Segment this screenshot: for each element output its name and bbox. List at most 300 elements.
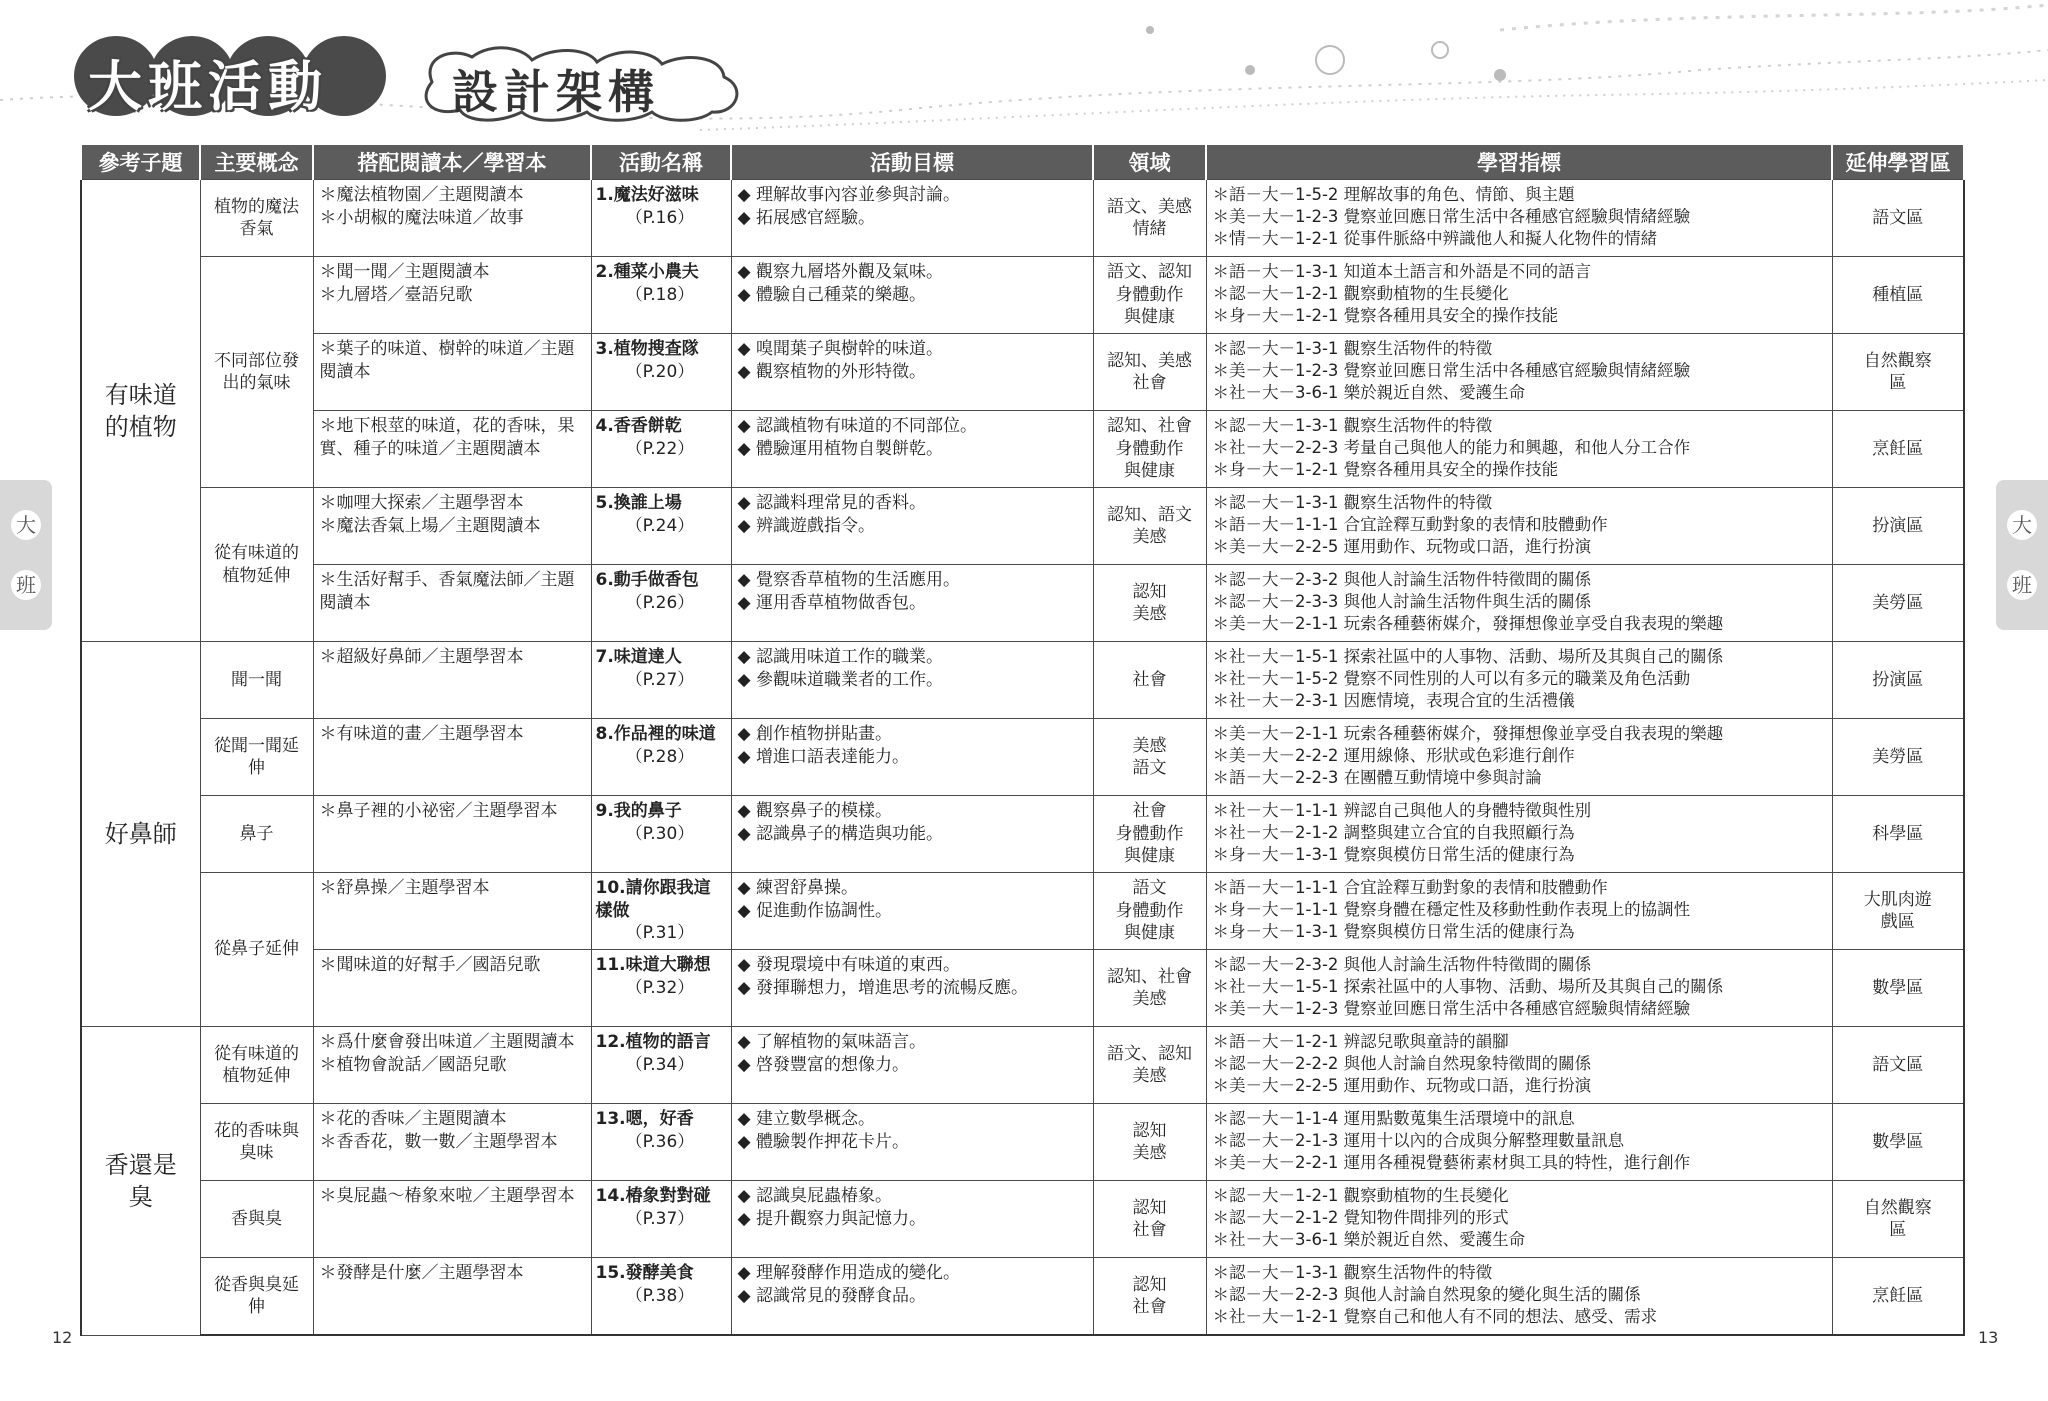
- activity-cell: [591, 334, 731, 411]
- goal-item: ◆ 增進口語表達能力。: [737, 746, 909, 767]
- indicator-item: ＊認－大－2-3-2 與他人討論生活物件特徵間的關係: [1212, 570, 1592, 589]
- table-row: [81, 488, 1964, 565]
- curriculum-table: [80, 143, 1965, 1336]
- activity-cell: [591, 411, 731, 488]
- zone-cell: [1832, 950, 1964, 1027]
- domain-item: 與健康: [1124, 846, 1175, 867]
- goal-item: ◆ 了解植物的氣味語言。: [737, 1032, 926, 1052]
- learning-zone: 扮演區: [1872, 669, 1924, 690]
- activity-page: （P.24）: [625, 515, 695, 536]
- activity-name: 10.請你跟我這樣做: [595, 878, 711, 921]
- domain-item: 美感: [1132, 1143, 1167, 1163]
- book-item: ＊咖哩大探索／主題學習本: [319, 493, 524, 513]
- zone-cell: [1832, 1181, 1964, 1258]
- book-item: ＊地下根莖的味道，花的香味，果實、種子的味道／主題閱讀本: [319, 416, 575, 459]
- domain-item: 認知: [1132, 1120, 1167, 1141]
- side-tab-char: 大: [2007, 510, 2037, 540]
- book-item: ＊有味道的畫／主題學習本: [319, 724, 524, 744]
- goal-item: ◆ 覺察香草植物的生活應用。: [737, 570, 960, 590]
- learning-zone: 烹飪區: [1872, 1285, 1924, 1306]
- concept-cell: [200, 796, 313, 873]
- book-item: ＊爲什麼會發出味道／主題閱讀本: [319, 1032, 575, 1052]
- concept-cell: [200, 1104, 313, 1181]
- table-row: [81, 873, 1964, 950]
- indicators-cell: [1206, 1181, 1832, 1258]
- page-title: 大班活動: [88, 55, 328, 118]
- activity-cell: [591, 796, 731, 873]
- books-cell: [313, 1027, 591, 1104]
- domain-item: 語文: [1132, 758, 1167, 778]
- books-cell: [313, 873, 591, 950]
- concept-label: 植物的魔法香氣: [214, 196, 299, 239]
- learning-zone: 美勞區: [1872, 746, 1924, 767]
- page-subtitle: 設計架構: [452, 65, 660, 119]
- books-cell: [313, 411, 591, 488]
- activity-cell: [591, 1258, 731, 1336]
- goals-cell: [731, 950, 1093, 1027]
- indicators-cell: [1206, 950, 1832, 1027]
- goal-item: ◆ 認識鼻子的構造與功能。: [737, 823, 943, 844]
- goal-item: ◆ 理解故事內容並參與討論。: [737, 185, 960, 205]
- activity-page: （P.27）: [625, 669, 695, 690]
- book-item: ＊舒鼻操／主題學習本: [319, 878, 490, 898]
- goals-cell: [731, 719, 1093, 796]
- activity-cell: [591, 565, 731, 642]
- book-item: ＊花的香味／主題閱讀本: [319, 1109, 507, 1129]
- goal-item: ◆ 提升觀察力與記憶力。: [737, 1208, 926, 1229]
- book-item: ＊聞味道的好幫手／國語兒歌: [319, 955, 541, 975]
- books-cell: [313, 257, 591, 334]
- goals-cell: [731, 334, 1093, 411]
- domain-item: 認知、社會: [1107, 966, 1192, 987]
- page-number-right: 13: [1978, 1328, 1999, 1347]
- activity-cell: [591, 642, 731, 719]
- table-row: [81, 1181, 1964, 1258]
- learning-zone: 數學區: [1872, 977, 1924, 998]
- header-cell: 參考子題: [81, 144, 200, 180]
- activity-name: 3.植物搜查隊: [595, 339, 699, 359]
- domain-item: 認知: [1132, 581, 1167, 602]
- domain-cell: [1093, 565, 1206, 642]
- title-cloud: [412, 42, 772, 122]
- learning-zone: 自然觀察區: [1863, 350, 1932, 393]
- domain-item: 社會: [1132, 669, 1167, 690]
- goal-item: ◆ 理解發酵作用造成的變化。: [737, 1263, 960, 1283]
- indicator-item: ＊社－大－1-5-1 探索社區中的人事物、活動、場所及其與自己的關係: [1212, 977, 1724, 996]
- indicators-cell: [1206, 411, 1832, 488]
- concept-label: 鼻子: [239, 823, 274, 844]
- book-item: ＊香香花，數一數／主題學習本: [319, 1131, 558, 1152]
- book-item: ＊小胡椒的魔法味道／故事: [319, 207, 524, 228]
- indicators-cell: [1206, 642, 1832, 719]
- indicator-item: ＊身－大－1-2-1 覺察各種用具安全的操作技能: [1212, 460, 1559, 479]
- activity-cell: [591, 873, 731, 950]
- learning-zone: 語文區: [1872, 207, 1924, 228]
- side-tab-char: 班: [11, 570, 41, 600]
- concept-label: 從有味道的植物延伸: [214, 1043, 299, 1086]
- subject-label: 香還是臭: [104, 1150, 177, 1211]
- domain-cell: [1093, 1258, 1206, 1336]
- goal-item: ◆ 發揮聯想力，增進思考的流暢反應。: [737, 977, 1028, 998]
- domain-item: 語文、美感: [1107, 196, 1192, 217]
- zone-cell: [1832, 565, 1964, 642]
- indicator-item: ＊社－大－3-6-1 樂於親近自然、愛護生命: [1212, 383, 1526, 402]
- table-row: [81, 180, 1964, 257]
- learning-zone: 扮演區: [1872, 515, 1924, 536]
- book-item: ＊魔法植物園／主題閱讀本: [319, 185, 524, 205]
- domain-item: 認知、語文: [1107, 504, 1192, 525]
- activity-name: 12.植物的語言: [595, 1032, 711, 1052]
- header-cell: 領域: [1093, 144, 1206, 180]
- goals-cell: [731, 796, 1093, 873]
- indicator-item: ＊身－大－1-3-1 覺察與模仿日常生活的健康行為: [1212, 845, 1575, 864]
- indicator-item: ＊社－大－1-5-2 覺察不同性別的人可以有多元的職業及角色活動: [1212, 669, 1691, 688]
- activity-cell: [591, 180, 731, 257]
- books-cell: [313, 180, 591, 257]
- indicator-item: ＊美－大－2-2-5 運用動作、玩物或口語，進行扮演: [1212, 1076, 1592, 1095]
- activity-page: （P.37）: [625, 1208, 695, 1229]
- indicator-item: ＊語－大－1-1-1 合宜詮釋互動對象的表情和肢體動作: [1212, 878, 1608, 897]
- activity-page: （P.28）: [625, 746, 695, 767]
- book-item: ＊九層塔／臺語兒歌: [319, 284, 473, 305]
- domain-item: 社會: [1132, 801, 1167, 822]
- activity-name: 7.味道達人: [595, 647, 682, 667]
- goal-item: ◆ 參觀味道職業者的工作。: [737, 669, 943, 690]
- goal-item: ◆ 辨識遊戲指令。: [737, 515, 875, 536]
- header-cell: 活動目標: [731, 144, 1093, 180]
- domain-item: 認知: [1132, 1197, 1167, 1218]
- domain-item: 社會: [1132, 373, 1167, 393]
- book-item: ＊超級好鼻師／主題學習本: [319, 647, 524, 667]
- books-cell: [313, 950, 591, 1027]
- concept-cell: [200, 873, 313, 1027]
- books-cell: [313, 1181, 591, 1258]
- domain-item: 社會: [1132, 1297, 1167, 1317]
- indicator-item: ＊美－大－2-2-1 運用各種視覺藝術素材與工具的特性，進行創作: [1212, 1153, 1691, 1172]
- subject-label: 有味道的植物: [104, 380, 177, 441]
- activity-name: 9.我的鼻子: [595, 801, 682, 821]
- concept-cell: [200, 1027, 313, 1104]
- table-body: [81, 180, 1964, 1336]
- subject-cell: [81, 1027, 200, 1336]
- indicator-item: ＊美－大－2-1-1 玩索各種藝術媒介，發揮想像並享受自我表現的樂趣: [1212, 614, 1724, 633]
- concept-cell: [200, 1181, 313, 1258]
- zone-cell: [1832, 873, 1964, 950]
- indicators-cell: [1206, 1258, 1832, 1336]
- domain-item: 認知、社會: [1107, 416, 1192, 437]
- domain-cell: [1093, 1181, 1206, 1258]
- activity-page: （P.22）: [625, 438, 695, 459]
- concept-cell: [200, 257, 313, 488]
- concept-label: 從香與臭延伸: [214, 1274, 299, 1317]
- learning-zone: 科學區: [1872, 823, 1924, 844]
- activity-name: 8.作品裡的味道: [595, 724, 716, 744]
- domain-item: 與健康: [1124, 307, 1175, 328]
- indicator-item: ＊身－大－1-2-1 覺察各種用具安全的操作技能: [1212, 306, 1559, 325]
- book-item: ＊臭屁蟲～椿象來啦／主題學習本: [319, 1186, 575, 1206]
- domain-cell: [1093, 796, 1206, 873]
- goal-item: ◆ 建立數學概念。: [737, 1109, 875, 1129]
- indicator-item: ＊認－大－2-1-2 覺知物件間排列的形式: [1212, 1208, 1509, 1227]
- page-number-left: 12: [52, 1328, 73, 1347]
- indicator-item: ＊認－大－2-2-2 與他人討論自然現象特徵間的關係: [1212, 1054, 1592, 1073]
- activity-name: 4.香香餅乾: [595, 416, 682, 436]
- subject-cell: [81, 180, 200, 642]
- indicator-item: ＊情－大－1-2-1 從事件脈絡中辨識他人和擬人化物件的情緒: [1212, 229, 1658, 248]
- indicator-item: ＊身－大－1-3-1 覺察與模仿日常生活的健康行為: [1212, 922, 1575, 941]
- subject-cell: [81, 642, 200, 1027]
- indicator-item: ＊美－大－2-2-2 運用線條、形狀或色彩進行創作: [1212, 746, 1575, 765]
- learning-zone: 大肌肉遊戲區: [1863, 889, 1932, 932]
- indicators-cell: [1206, 565, 1832, 642]
- domain-item: 認知、美感: [1107, 350, 1192, 371]
- indicator-item: ＊認－大－1-2-1 觀察動植物的生長變化: [1212, 284, 1509, 303]
- activity-page: （P.34）: [625, 1054, 695, 1075]
- domain-item: 社會: [1132, 1220, 1167, 1240]
- indicator-item: ＊認－大－1-1-4 運用點數蒐集生活環境中的訊息: [1212, 1109, 1575, 1128]
- domain-item: 語文、認知: [1107, 1043, 1192, 1064]
- goals-cell: [731, 411, 1093, 488]
- domain-item: 與健康: [1124, 461, 1175, 482]
- indicator-item: ＊社－大－2-1-2 調整與建立合宜的自我照顧行為: [1212, 823, 1575, 842]
- indicator-item: ＊認－大－1-3-1 觀察生活物件的特徵: [1212, 339, 1493, 358]
- activity-page: （P.16）: [625, 207, 695, 228]
- domain-cell: [1093, 334, 1206, 411]
- activity-cell: [591, 1104, 731, 1181]
- domain-item: 美感: [1132, 604, 1167, 624]
- activity-page: （P.30）: [625, 823, 695, 844]
- concept-label: 不同部位發出的氣味: [214, 350, 299, 393]
- goal-item: ◆ 創作植物拼貼畫。: [737, 724, 892, 744]
- goals-cell: [731, 488, 1093, 565]
- indicator-item: ＊社－大－1-2-1 覺察自己和他人有不同的想法、感受、需求: [1212, 1307, 1658, 1326]
- activity-cell: [591, 257, 731, 334]
- goal-item: ◆ 觀察鼻子的模樣。: [737, 801, 892, 821]
- goals-cell: [731, 1181, 1093, 1258]
- activity-page: （P.38）: [625, 1285, 695, 1306]
- domain-cell: [1093, 719, 1206, 796]
- goal-item: ◆ 認識臭屁蟲椿象。: [737, 1186, 892, 1206]
- concept-cell: [200, 719, 313, 796]
- goal-item: ◆ 體驗運用植物自製餅乾。: [737, 438, 943, 459]
- books-cell: [313, 488, 591, 565]
- side-tab-char: 大: [11, 510, 41, 540]
- indicator-item: ＊身－大－1-1-1 覺察身體在穩定性及移動性動作表現上的協調性: [1212, 900, 1691, 919]
- activity-cell: [591, 950, 731, 1027]
- indicators-cell: [1206, 873, 1832, 950]
- goal-item: ◆ 觀察植物的外形特徵。: [737, 361, 926, 382]
- indicator-item: ＊美－大－1-2-3 覺察並回應日常生活中各種感官經驗與情緒經驗: [1212, 999, 1691, 1018]
- activity-page: （P.20）: [625, 361, 695, 382]
- books-cell: [313, 1258, 591, 1336]
- activity-name: 11.味道大聯想: [595, 955, 711, 975]
- domain-cell: [1093, 1027, 1206, 1104]
- indicator-item: ＊語－大－1-5-2 理解故事的角色、情節、與主題: [1212, 185, 1575, 204]
- indicator-item: ＊社－大－1-1-1 辨認自己與他人的身體特徵與性別: [1212, 801, 1592, 820]
- book-item: ＊鼻子裡的小祕密／主題學習本: [319, 801, 558, 821]
- indicator-item: ＊認－大－2-3-2 與他人討論生活物件特徵間的關係: [1212, 955, 1592, 974]
- goals-cell: [731, 257, 1093, 334]
- domain-cell: [1093, 642, 1206, 719]
- indicator-item: ＊語－大－2-2-3 在團體互動情境中參與討論: [1212, 768, 1542, 787]
- goals-cell: [731, 1104, 1093, 1181]
- activity-cell: [591, 1027, 731, 1104]
- indicator-item: ＊美－大－2-1-1 玩索各種藝術媒介，發揮想像並享受自我表現的樂趣: [1212, 724, 1724, 743]
- concept-label: 香與臭: [231, 1208, 282, 1229]
- concept-label: 從鼻子延伸: [214, 939, 299, 960]
- indicator-item: ＊美－大－1-2-3 覺察並回應日常生活中各種感官經驗與情緒經驗: [1212, 207, 1691, 226]
- indicator-item: ＊社－大－2-2-3 考量自己與他人的能力和興趣，和他人分工合作: [1212, 438, 1691, 457]
- zone-cell: [1832, 642, 1964, 719]
- concept-cell: [200, 180, 313, 257]
- indicator-item: ＊認－大－1-2-1 觀察動植物的生長變化: [1212, 1186, 1509, 1205]
- books-cell: [313, 334, 591, 411]
- indicators-cell: [1206, 180, 1832, 257]
- header-cell: 活動名稱: [591, 144, 731, 180]
- activity-page: （P.32）: [625, 977, 695, 998]
- zone-cell: [1832, 1258, 1964, 1336]
- domain-item: 認知: [1132, 1274, 1167, 1295]
- book-item: ＊魔法香氣上場／主題閱讀本: [319, 515, 541, 536]
- books-cell: [313, 642, 591, 719]
- book-item: ＊發酵是什麼／主題學習本: [319, 1263, 524, 1283]
- concept-cell: [200, 488, 313, 642]
- book-item: ＊聞一聞／主題閱讀本: [319, 262, 490, 282]
- activity-page: （P.31）: [625, 923, 695, 943]
- activity-page: （P.18）: [625, 284, 695, 305]
- domain-item: 語文: [1132, 878, 1167, 899]
- domain-cell: [1093, 950, 1206, 1027]
- side-tab-char: 班: [2007, 570, 2037, 600]
- indicator-item: ＊美－大－2-2-5 運用動作、玩物或口語，進行扮演: [1212, 537, 1592, 556]
- indicator-item: ＊認－大－1-3-1 觀察生活物件的特徵: [1212, 1263, 1493, 1282]
- header-cell: 搭配閱讀本／學習本: [313, 144, 591, 180]
- goal-item: ◆ 認識用味道工作的職業。: [737, 647, 943, 667]
- concept-cell: [200, 1258, 313, 1336]
- indicator-item: ＊認－大－2-1-3 運用十以內的合成與分解整理數量訊息: [1212, 1131, 1625, 1150]
- side-tab-right: [1996, 480, 2048, 630]
- domain-item: 身體動作: [1115, 284, 1184, 305]
- goal-item: ◆ 觀察九層塔外觀及氣味。: [737, 262, 943, 282]
- goal-item: ◆ 發現環境中有味道的東西。: [737, 955, 960, 975]
- indicator-item: ＊認－大－1-3-1 觀察生活物件的特徵: [1212, 416, 1493, 435]
- books-cell: [313, 719, 591, 796]
- table-row: [81, 565, 1964, 642]
- domain-cell: [1093, 257, 1206, 334]
- book-item: ＊葉子的味道、樹幹的味道／主題閱讀本: [319, 339, 575, 382]
- goals-cell: [731, 180, 1093, 257]
- zone-cell: [1832, 1027, 1964, 1104]
- goal-item: ◆ 認識植物有味道的不同部位。: [737, 416, 977, 436]
- table-row: [81, 411, 1964, 488]
- domain-cell: [1093, 1104, 1206, 1181]
- goal-item: ◆ 運用香草植物做香包。: [737, 592, 926, 613]
- activity-page: （P.26）: [625, 592, 695, 613]
- zone-cell: [1832, 1104, 1964, 1181]
- domain-item: 身體動作: [1115, 900, 1184, 921]
- goal-item: ◆ 認識料理常見的香料。: [737, 493, 926, 513]
- indicator-item: ＊語－大－1-2-1 辨認兒歌與童詩的韻腳: [1212, 1032, 1509, 1051]
- concept-label: 從聞一聞延伸: [214, 735, 299, 778]
- goal-item: ◆ 體驗自己種菜的樂趣。: [737, 284, 926, 305]
- indicator-item: ＊美－大－1-2-3 覺察並回應日常生活中各種感官經驗與情緒經驗: [1212, 361, 1691, 380]
- header-cell: 延伸學習區: [1832, 144, 1964, 180]
- learning-zone: 數學區: [1872, 1131, 1924, 1152]
- goal-item: ◆ 認識常見的發酵食品。: [737, 1285, 926, 1306]
- domain-item: 美感: [1132, 1066, 1167, 1086]
- table-row: [81, 796, 1964, 873]
- goals-cell: [731, 1258, 1093, 1336]
- indicators-cell: [1206, 488, 1832, 565]
- book-item: ＊植物會說話／國語兒歌: [319, 1054, 507, 1075]
- concept-label: 從有味道的植物延伸: [214, 543, 299, 586]
- zone-cell: [1832, 411, 1964, 488]
- indicator-item: ＊語－大－1-3-1 知道本土語言和外語是不同的語言: [1212, 262, 1592, 281]
- indicators-cell: [1206, 796, 1832, 873]
- activity-name: 2.種菜小農夫: [595, 262, 699, 282]
- indicator-item: ＊語－大－1-1-1 合宜詮釋互動對象的表情和肢體動作: [1212, 515, 1608, 534]
- domain-item: 情緒: [1132, 219, 1167, 239]
- indicators-cell: [1206, 257, 1832, 334]
- books-cell: [313, 1104, 591, 1181]
- domain-item: 美感: [1132, 989, 1167, 1009]
- table-row: [81, 1104, 1964, 1181]
- domain-item: 語文、認知: [1107, 262, 1192, 283]
- concept-label: 聞一聞: [231, 669, 282, 690]
- indicator-item: ＊認－大－1-3-1 觀察生活物件的特徵: [1212, 493, 1493, 512]
- activity-name: 13.嗯，好香: [595, 1109, 694, 1129]
- domain-cell: [1093, 488, 1206, 565]
- zone-cell: [1832, 334, 1964, 411]
- learning-zone: 美勞區: [1872, 592, 1924, 613]
- table-row: [81, 719, 1964, 796]
- domain-item: 美感: [1132, 527, 1167, 547]
- header-cell: 學習指標: [1206, 144, 1832, 180]
- indicators-cell: [1206, 719, 1832, 796]
- header-cell: 主要概念: [200, 144, 313, 180]
- table-row: [81, 1258, 1964, 1336]
- book-item: ＊生活好幫手、香氣魔法師／主題閱讀本: [319, 570, 575, 613]
- zone-cell: [1832, 488, 1964, 565]
- indicator-item: ＊社－大－2-3-1 因應情境，表現合宜的生活禮儀: [1212, 691, 1575, 710]
- goals-cell: [731, 642, 1093, 719]
- zone-cell: [1832, 257, 1964, 334]
- table-row: [81, 1027, 1964, 1104]
- subject-label: 好鼻師: [104, 820, 177, 848]
- activity-name: 1.魔法好滋味: [595, 185, 699, 205]
- activity-name: 14.椿象對對碰: [595, 1186, 711, 1206]
- indicators-cell: [1206, 1104, 1832, 1181]
- indicators-cell: [1206, 1027, 1832, 1104]
- goal-item: ◆ 拓展感官經驗。: [737, 207, 875, 228]
- zone-cell: [1832, 180, 1964, 257]
- goals-cell: [731, 565, 1093, 642]
- domain-cell: [1093, 180, 1206, 257]
- concept-label: 花的香味與臭味: [214, 1120, 299, 1163]
- learning-zone: 自然觀察區: [1863, 1197, 1932, 1240]
- goal-item: ◆ 促進動作協調性。: [737, 900, 892, 921]
- indicator-item: ＊社－大－1-5-1 探索社區中的人事物、活動、場所及其與自己的關係: [1212, 647, 1724, 666]
- learning-zone: 烹飪區: [1872, 438, 1924, 459]
- indicator-item: ＊認－大－2-2-3 與他人討論自然現象的變化與生活的關係: [1212, 1285, 1641, 1304]
- zone-cell: [1832, 719, 1964, 796]
- indicator-item: ＊認－大－2-3-3 與他人討論生活物件與生活的關係: [1212, 592, 1592, 611]
- table-row: [81, 950, 1964, 1027]
- learning-zone: 種植區: [1872, 284, 1924, 305]
- domain-cell: [1093, 873, 1206, 950]
- books-cell: [313, 565, 591, 642]
- goal-item: ◆ 練習舒鼻操。: [737, 878, 858, 898]
